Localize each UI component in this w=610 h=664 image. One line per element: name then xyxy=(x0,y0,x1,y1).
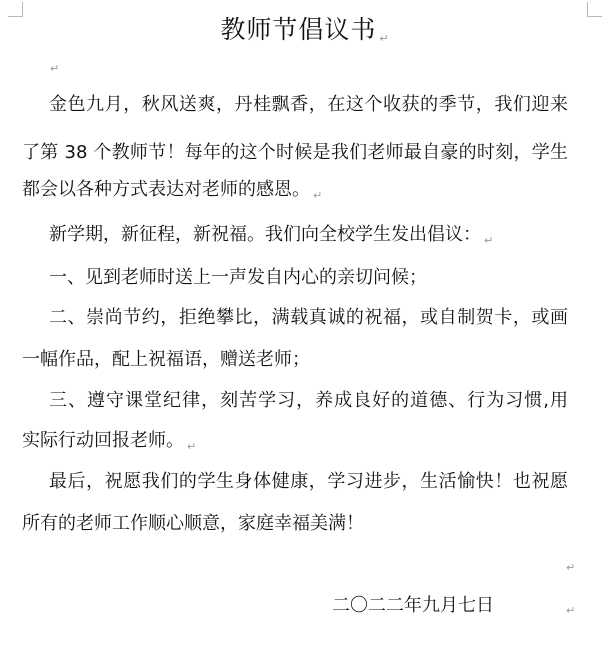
paragraph-5-line-2[interactable]: 实际行动回报老师。 $_↵$ xyxy=(22,430,197,453)
paragraph-3-line-1[interactable]: 一、见到老师时送上一声发自内心的亲切问候； xyxy=(49,267,427,288)
paragraph-6-line-2[interactable]: 所有的老师工作顺心顺意，家庭幸福美满！ xyxy=(22,513,364,534)
paragraph-mark-icon: ↵ xyxy=(50,62,60,75)
paragraph-1-line-1[interactable]: 金色九月，秋风送爽，丹桂飘香，在这个收获的季节，我们迎来 xyxy=(49,94,568,115)
paragraph-mark-icon: ↵ xyxy=(379,32,390,45)
paragraph-mark-icon: ↵ xyxy=(566,561,576,574)
paragraph-1-line-2[interactable]: 了第 38 个教师节！每年的这个时候是我们老师最自豪的时刻，学生 xyxy=(22,142,568,163)
document-date[interactable]: 二〇二二年九月七日 xyxy=(332,595,494,616)
paragraph-1-line-3[interactable]: 都会以各种方式表达对老师的感恩。 $_↵$ xyxy=(22,179,323,202)
paragraph-mark-icon: ↵ xyxy=(484,234,494,247)
paragraph-mark-icon: ↵ xyxy=(313,189,323,202)
paragraph-4-line-2[interactable]: 一幅作品，配上祝福语，赠送老师； xyxy=(22,349,310,370)
paragraph-6-line-1[interactable]: 最后，祝愿我们的学生身体健康，学习进步，生活愉快！也祝愿 xyxy=(49,471,568,492)
paragraph-2-line-1[interactable]: 新学期，新征程，新祝福。我们向全校学生发出倡议： $_↵$ xyxy=(49,224,494,247)
paragraph-4-line-1[interactable]: 二、崇尚节约，拒绝攀比，满载真诚的祝福，或自制贺卡，或画 xyxy=(49,307,568,328)
document-title[interactable] xyxy=(0,10,610,46)
paragraph-mark-icon: ↵ xyxy=(187,440,197,453)
paragraph-5-line-1[interactable]: 三、遵守课堂纪律，刻苦学习，养成良好的道德、行为习惯,用 xyxy=(49,390,568,411)
paragraph-mark-icon: ↵ xyxy=(566,604,576,617)
title-text: 教师节倡议书 xyxy=(220,15,377,44)
